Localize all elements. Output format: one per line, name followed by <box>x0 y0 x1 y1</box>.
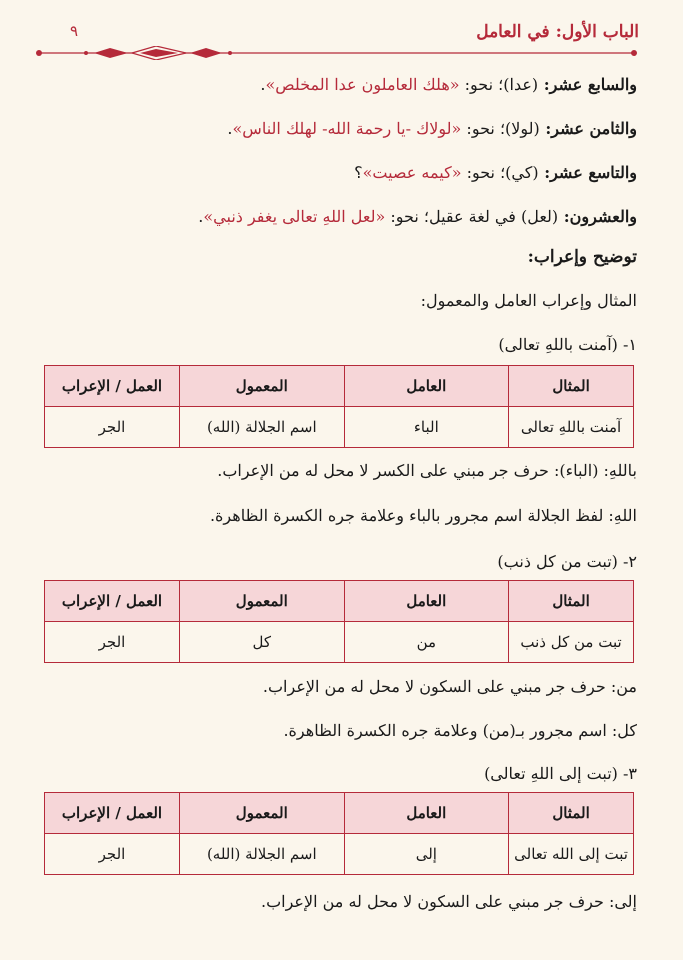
col-governor: العامل <box>344 366 508 407</box>
cell-governed: كل <box>179 622 344 663</box>
item-end: . <box>260 75 266 94</box>
item-lead: والعشرون: <box>558 207 637 226</box>
table-header-row <box>45 581 634 622</box>
table-header-row <box>45 366 634 407</box>
example-2-note: كل: اسم مجرور بـ(من) وعلامة جره الكسرة الظاهرة. <box>283 721 637 740</box>
item-quote: «كيمه عصيت» <box>362 163 462 182</box>
example-3-note: إلى: حرف جر مبني على السكون لا محل له من الإعراب. <box>261 892 637 911</box>
cell-governor: إلى <box>344 834 508 875</box>
table-row <box>45 407 634 448</box>
col-governed: المعمول <box>179 793 344 834</box>
item-20 <box>44 206 637 228</box>
cell-governed: اسم الجلالة (الله) <box>179 407 344 448</box>
cell-example: تبت من كل ذنب <box>509 622 634 663</box>
item-body: (لولا)؛ نحو: <box>461 119 540 138</box>
chapter-title: الباب الأول: في العامل <box>476 22 639 42</box>
cell-example: آمنت باللهِ تعالى <box>509 407 634 448</box>
col-example: المثال <box>509 793 634 834</box>
item-17 <box>44 74 637 96</box>
cell-effect: الجر <box>45 407 180 448</box>
item-body: (عدا)؛ نحو: <box>459 75 539 94</box>
cell-effect: الجر <box>45 834 180 875</box>
col-example: المثال <box>509 366 634 407</box>
example-1-note: باللهِ: (الباء): حرف جر مبني على الكسر لا محل له من الإعراب. <box>217 461 637 480</box>
col-effect: العمل / الإعراب <box>45 366 180 407</box>
cell-example: تبت إلى الله تعالى <box>509 834 634 875</box>
page-number: ٩ <box>70 22 79 40</box>
item-body: (لعل) في لغة عقيل؛ نحو: <box>385 207 559 226</box>
item-end: . <box>227 119 233 138</box>
example-1-table <box>44 365 634 448</box>
col-governed: المعمول <box>179 366 344 407</box>
cell-effect: الجر <box>45 622 180 663</box>
col-effect: العمل / الإعراب <box>45 793 180 834</box>
cell-governor: الباء <box>344 407 508 448</box>
example-2-title: ٢- (تبت من كل ذنب) <box>497 552 637 571</box>
example-3-table <box>44 792 634 875</box>
table-header-row <box>45 793 634 834</box>
col-governor: العامل <box>344 581 508 622</box>
example-2-table <box>44 580 634 663</box>
item-lead: والثامن عشر: <box>539 119 637 138</box>
example-2-note: من: حرف جر مبني على السكون لا محل له من الإعراب. <box>262 677 637 696</box>
item-quote: «هلك العاملون عدا المخلص» <box>265 75 460 94</box>
col-example: المثال <box>509 581 634 622</box>
item-quote: «لولاك -يا رحمة الله- لهلك الناس» <box>232 119 462 138</box>
item-18 <box>44 118 637 140</box>
example-1-title: ١- (آمنت باللهِ تعالى) <box>498 335 637 354</box>
item-end: ؟ <box>354 163 363 182</box>
example-3-title: ٣- (تبت إلى اللهِ تعالى) <box>484 764 637 783</box>
item-19 <box>44 162 637 184</box>
col-effect: العمل / الإعراب <box>45 581 180 622</box>
item-lead: والتاسع عشر: <box>538 163 637 182</box>
cell-governed: اسم الجلالة (الله) <box>179 834 344 875</box>
item-quote: «لعل اللهِ تعالى يغفر ذنبي» <box>203 207 386 226</box>
example-1-note: اللهِ: لفظ الجلالة اسم مجرور بالباء وعلامة جره الكسرة الظاهرة. <box>209 506 637 525</box>
col-governed: المعمول <box>179 581 344 622</box>
cell-governor: من <box>344 622 508 663</box>
item-end: . <box>198 207 204 226</box>
page-header <box>36 18 639 58</box>
item-body: (كي)؛ نحو: <box>461 163 539 182</box>
ornamental-rule <box>36 46 639 60</box>
item-lead: والسابع عشر: <box>538 75 637 94</box>
section-heading: توضيح وإعراب: <box>527 247 637 267</box>
table-row <box>45 622 634 663</box>
table-row <box>45 834 634 875</box>
col-governor: العامل <box>344 793 508 834</box>
intro-line: المثال وإعراب العامل والمعمول: <box>420 291 637 310</box>
